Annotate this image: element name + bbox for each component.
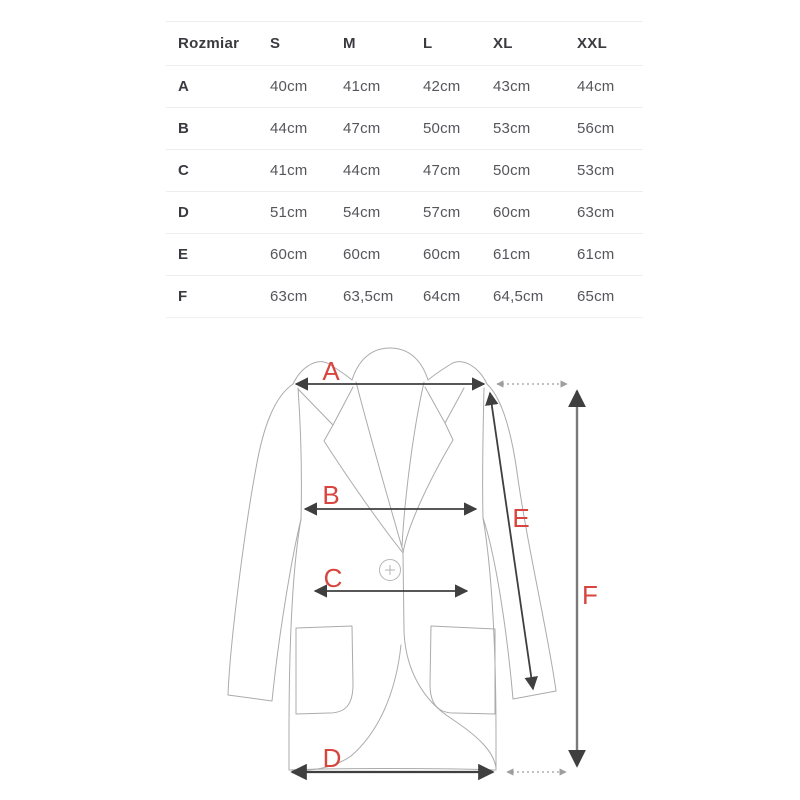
cell-value: 63,5cm [343, 276, 423, 318]
cell-value: 50cm [493, 150, 577, 192]
cell-value: 50cm [423, 108, 493, 150]
label-E: E [512, 503, 530, 533]
cell-value: 51cm [270, 192, 343, 234]
cell-value: 60cm [493, 192, 577, 234]
cell-value: 44cm [577, 66, 643, 108]
cell-value: 63cm [270, 276, 343, 318]
cell-value: 43cm [493, 66, 577, 108]
header-rozmiar: Rozmiar [166, 22, 270, 66]
cell-value: 60cm [270, 234, 343, 276]
arrow-E-sleeve-length [490, 393, 533, 689]
cell-value: 64cm [423, 276, 493, 318]
right-lapel [425, 387, 464, 423]
label-C: C [323, 563, 343, 593]
row-label: D [166, 192, 270, 234]
cell-value: 53cm [577, 150, 643, 192]
cell-value: 42cm [423, 66, 493, 108]
cell-value: 63cm [577, 192, 643, 234]
row-label: E [166, 234, 270, 276]
cell-value: 54cm [343, 192, 423, 234]
cell-value: 44cm [270, 108, 343, 150]
cell-value: 60cm [343, 234, 423, 276]
row-label: A [166, 66, 270, 108]
cell-value: 41cm [270, 150, 343, 192]
left-lapel [298, 387, 353, 425]
left-sleeve [228, 384, 293, 695]
cell-value: 61cm [577, 234, 643, 276]
label-D: D [322, 743, 342, 773]
label-A: A [322, 356, 340, 386]
left-pocket [296, 626, 353, 714]
cell-value: 47cm [343, 108, 423, 150]
button-icon [380, 560, 401, 581]
row-label: F [166, 276, 270, 318]
header-size-xl: XL [493, 22, 577, 66]
row-label: C [166, 150, 270, 192]
header-size-l: L [423, 22, 493, 66]
header-size-m: M [343, 22, 423, 66]
cell-value: 47cm [423, 150, 493, 192]
row-label: B [166, 108, 270, 150]
header-size-s: S [270, 22, 343, 66]
cell-value: 56cm [577, 108, 643, 150]
cell-value: 40cm [270, 66, 343, 108]
jacket-outline [228, 348, 556, 770]
cell-value: 64,5cm [493, 276, 577, 318]
cell-value: 44cm [343, 150, 423, 192]
cell-value: 60cm [423, 234, 493, 276]
cell-value: 41cm [343, 66, 423, 108]
cell-value: 53cm [493, 108, 577, 150]
right-sleeve [487, 384, 556, 691]
label-F: F [582, 580, 598, 610]
cell-value: 57cm [423, 192, 493, 234]
header-size-xxl: XXL [577, 22, 643, 66]
label-B: B [322, 480, 340, 510]
cell-value: 61cm [493, 234, 577, 276]
dotted-guides [497, 384, 567, 772]
cell-value: 65cm [577, 276, 643, 318]
right-pocket [430, 626, 495, 714]
